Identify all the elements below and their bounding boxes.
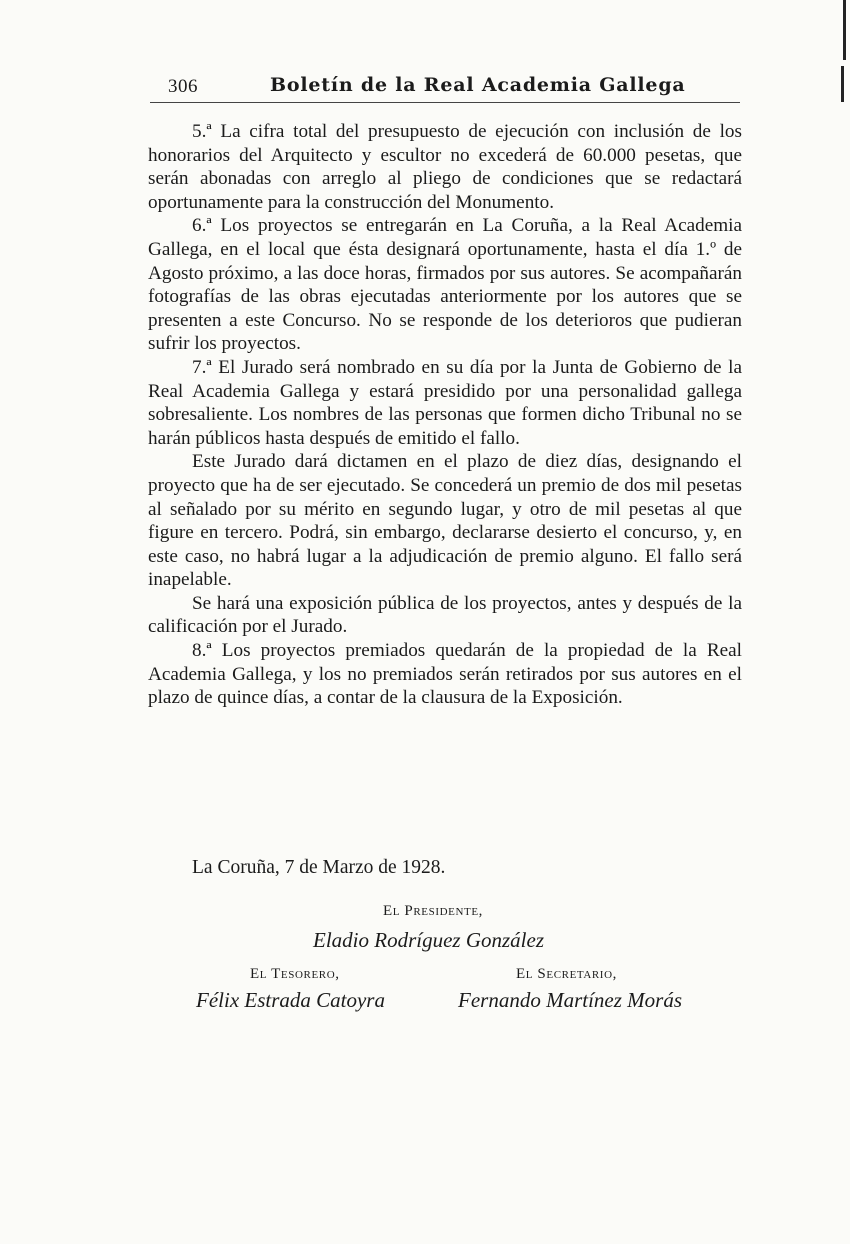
page-header: [150, 74, 740, 103]
running-title: Boletín de la Real Academia Gallega: [270, 74, 686, 96]
treasurer-signature: Félix Estrada Catoyra: [196, 988, 385, 1012]
scan-edge-mark: [843, 0, 846, 60]
page-number: 306: [168, 76, 198, 97]
secretary-role: El Secretario,: [516, 966, 617, 982]
paragraph-article-8: 8.ª Los proyectos premiados quedarán de la propiedad de la Real Academia Gallega, y los no premiados serán retirados por sus autores en el plazo de quince días, a contar de la clausura de la Exposición.: [148, 640, 742, 709]
paragraph-jury-verdict: Este Jurado dará dictamen en el plazo de diez días, designando el proyecto que ha de ser ejecutado. Se concederá un premio de dos mil pesetas al señalado por su mérito en segundo lugar, y otro de mil pesetas al que figure en tercero. Podrá, sin embargo, declararse desierto el concurso, y, en este caso, no habrá lugar a la adjudicación de premio alguno. El fallo será inapelable.: [148, 451, 742, 591]
paragraph-article-7: 7.ª El Jurado será nombrado en su día por la Junta de Gobierno de la Real Academia Gallega y estará presidido por una personalidad gallega sobresaliente. Los nombres de las personas que formen dicho Tribunal no se harán públicos hasta después de emitido el fallo.: [148, 356, 742, 449]
paragraph-article-5: 5.ª La cifra total del presupuesto de ejecución con inclusión de los honorarios del Arquitecto y escultor no excederá de 60.000 pesetas, que serán abonadas con arreglo al pliego de condiciones que se redactará oportunamente para la construcción del Monumento.: [148, 121, 742, 213]
body-text: [148, 120, 742, 710]
scan-edge-mark: [841, 66, 844, 102]
paragraph-exhibition: Se hará una exposición pública de los proyectos, antes y después de la calificación por el Jurado.: [148, 592, 742, 638]
president-signature: Eladio Rodríguez González: [313, 928, 544, 952]
paragraph-article-6: 6.ª Los proyectos se entregarán en La Coruña, a la Real Academia Gallega, en el local que ésta designará oportunamente, hasta el día 1.º de Agosto próximo, a las doce horas, firmados por sus autores. Se acompañarán fotografías de las obras ejecutadas anteriormente por los autores que se presenten a este Concurso. No se responde de los deterioros que pudieran sufrir los proyectos.: [148, 215, 742, 355]
dateline: La Coruña, 7 de Marzo de 1928.: [192, 857, 446, 878]
treasurer-role: El Tesorero,: [250, 966, 340, 982]
secretary-signature: Fernando Martínez Morás: [458, 988, 682, 1012]
president-role: El Presidente,: [383, 903, 484, 919]
